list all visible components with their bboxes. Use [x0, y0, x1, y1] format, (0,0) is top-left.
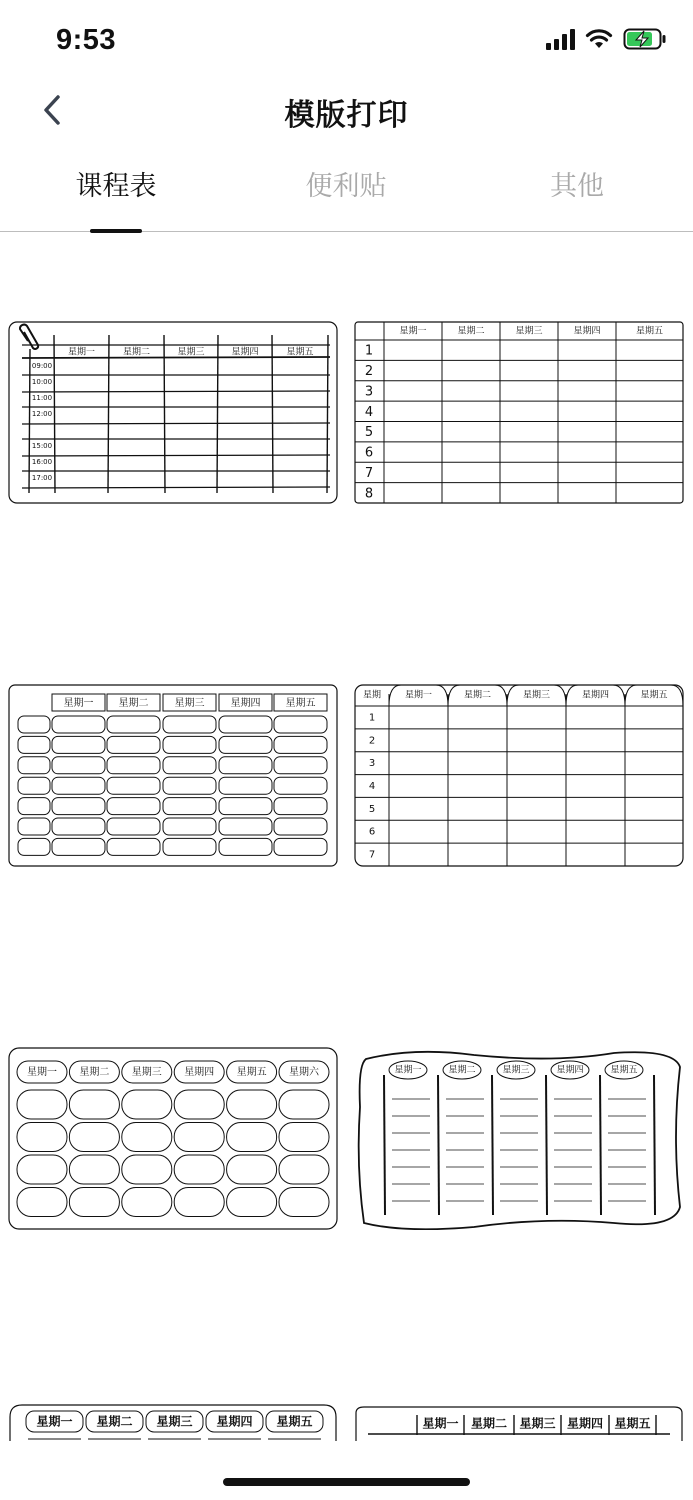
day-header: 星期二 — [79, 1067, 110, 1078]
day-header: 星期四 — [573, 326, 601, 337]
day-header: 星期一 — [67, 347, 96, 358]
template-card-5[interactable] — [8, 1047, 338, 1230]
cell — [122, 1188, 172, 1217]
template-card-2[interactable] — [354, 321, 684, 504]
day-header: 星期一 — [422, 1416, 459, 1431]
tab-other[interactable]: 其他 — [550, 171, 604, 201]
day-header: 星期二 — [448, 1065, 476, 1076]
cell — [219, 838, 272, 855]
cell — [279, 1123, 329, 1152]
cell — [17, 1188, 67, 1217]
column-divider — [654, 1075, 655, 1215]
grid-line-vertical — [108, 335, 109, 493]
cell — [163, 757, 216, 774]
cell — [274, 818, 327, 835]
row-number: 3 — [364, 384, 374, 400]
time-label: 17:00 — [31, 474, 53, 482]
cell — [122, 1155, 172, 1184]
status-icons — [546, 28, 667, 50]
column-divider — [384, 1075, 385, 1215]
day-header: 星期四 — [216, 1414, 253, 1429]
row-number: 8 — [364, 486, 374, 502]
tab-schedule[interactable]: 课程表 — [75, 171, 157, 201]
schedule-thumbnail-7 — [8, 1403, 338, 1441]
time-label: 16:00 — [31, 458, 53, 466]
cell — [274, 757, 327, 774]
cell — [107, 736, 160, 753]
template-card-7[interactable] — [8, 1403, 338, 1441]
grid-line-vertical — [217, 335, 218, 493]
row-label-cell — [18, 838, 50, 855]
cell — [279, 1188, 329, 1217]
cell — [174, 1090, 224, 1119]
time-label: 12:00 — [31, 410, 53, 418]
cell — [107, 798, 160, 815]
template-card-3[interactable] — [8, 684, 338, 867]
time-label: 15:00 — [31, 442, 53, 450]
day-header: 星期四 — [184, 1067, 215, 1078]
row-number: 4 — [364, 404, 374, 420]
tab-bar — [0, 158, 693, 232]
grid-line-vertical — [272, 335, 273, 493]
day-header: 星期一 — [394, 1065, 422, 1076]
row-number: 7 — [364, 465, 374, 481]
day-header: 星期一 — [36, 1414, 73, 1429]
time-label: 11:00 — [31, 394, 53, 402]
cell — [17, 1090, 67, 1119]
cell — [219, 757, 272, 774]
day-header: 星期六 — [289, 1067, 319, 1078]
cell — [69, 1123, 119, 1152]
corner-label: 星期 — [362, 690, 382, 701]
day-header: 星期四 — [231, 347, 259, 358]
cell — [227, 1123, 277, 1152]
cell — [17, 1123, 67, 1152]
cell — [163, 777, 216, 794]
day-header: 星期二 — [118, 698, 149, 709]
day-header: 星期二 — [96, 1414, 133, 1429]
cell — [274, 838, 327, 855]
grid-line-horizontal — [22, 423, 330, 424]
day-header: 星期五 — [635, 326, 664, 337]
cell — [227, 1090, 277, 1119]
time-label: 09:00 — [31, 362, 53, 370]
row-number: 7 — [368, 849, 376, 861]
day-header: 星期五 — [640, 690, 668, 701]
day-header: 星期一 — [27, 1067, 57, 1078]
day-header: 星期四 — [566, 1416, 604, 1431]
cell — [227, 1155, 277, 1184]
row-number: 5 — [368, 803, 376, 815]
cell — [219, 818, 272, 835]
cellular-signal-icon — [546, 28, 575, 50]
template-card-1[interactable] — [8, 321, 338, 504]
grid-line-vertical — [327, 335, 328, 493]
cell — [227, 1188, 277, 1217]
day-header: 星期四 — [581, 690, 610, 701]
cell — [219, 777, 272, 794]
cell — [69, 1090, 119, 1119]
cell — [69, 1155, 119, 1184]
row-label-cell — [18, 777, 50, 794]
cell — [17, 1155, 67, 1184]
schedule-thumbnail-8 — [354, 1403, 684, 1441]
day-header: 星期三 — [156, 1414, 193, 1429]
day-header: 星期三 — [519, 1416, 556, 1431]
day-header: 星期一 — [399, 326, 427, 337]
day-header: 星期二 — [463, 690, 492, 701]
cell — [163, 798, 216, 815]
row-label-cell — [18, 818, 50, 835]
card-border — [355, 322, 683, 503]
grid-line-horizontal — [22, 487, 330, 488]
day-header: 星期二 — [122, 347, 151, 358]
tab-sticky-notes[interactable]: 便利贴 — [305, 171, 387, 201]
schedule-thumbnail-3 — [8, 684, 338, 867]
cell — [52, 757, 105, 774]
cell — [219, 716, 272, 733]
card-border — [355, 685, 683, 866]
cell — [107, 716, 160, 733]
cell — [274, 777, 327, 794]
schedule-thumbnail-6 — [354, 1047, 684, 1230]
cell — [174, 1188, 224, 1217]
row-number: 6 — [364, 445, 374, 461]
day-header: 星期三 — [515, 326, 543, 337]
template-card-8[interactable] — [354, 1403, 684, 1441]
cell — [107, 757, 160, 774]
template-grid — [0, 233, 693, 1441]
cell — [107, 818, 160, 835]
day-header: 星期五 — [610, 1065, 638, 1076]
row-number: 2 — [368, 735, 376, 747]
row-number: 3 — [368, 758, 376, 770]
home-indicator — [223, 1478, 470, 1486]
row-number: 1 — [364, 343, 374, 359]
day-header: 星期二 — [470, 1416, 508, 1431]
day-header: 星期三 — [522, 690, 551, 701]
column-divider — [546, 1075, 547, 1215]
cell — [274, 798, 327, 815]
day-header: 星期一 — [404, 690, 433, 701]
cell — [279, 1090, 329, 1119]
day-header: 星期五 — [236, 1067, 267, 1078]
cell — [52, 838, 105, 855]
cell — [219, 798, 272, 815]
cell — [163, 838, 216, 855]
cell — [52, 798, 105, 815]
day-header: 星期三 — [174, 698, 205, 709]
status-time: 9:53 — [56, 24, 117, 56]
cell — [122, 1123, 172, 1152]
cell — [163, 736, 216, 753]
card-border — [9, 1048, 337, 1229]
template-card-4[interactable] — [354, 684, 684, 867]
grid-line-horizontal — [22, 455, 330, 456]
row-number: 5 — [364, 425, 374, 441]
cell — [107, 838, 160, 855]
cell — [52, 736, 105, 753]
day-header: 星期五 — [286, 347, 314, 358]
cell — [107, 777, 160, 794]
row-label-cell — [18, 736, 50, 753]
battery-charging-icon — [623, 28, 667, 50]
day-header: 星期五 — [276, 1414, 313, 1429]
day-header: 星期四 — [556, 1065, 584, 1076]
template-card-6[interactable] — [354, 1047, 684, 1230]
schedule-thumbnail-4 — [354, 684, 684, 867]
row-label-cell — [18, 716, 50, 733]
schedule-thumbnail-1 — [8, 321, 338, 504]
cell — [174, 1155, 224, 1184]
page-title: 模版打印 — [284, 99, 409, 132]
cell — [52, 777, 105, 794]
day-header: 星期三 — [177, 347, 205, 358]
status-bar — [0, 0, 693, 80]
cell — [52, 818, 105, 835]
grid-line-horizontal — [22, 391, 330, 392]
row-number: 1 — [368, 712, 376, 724]
column-divider — [492, 1075, 493, 1215]
cell — [274, 716, 327, 733]
schedule-thumbnail-2 — [354, 321, 684, 504]
day-header: 星期一 — [63, 698, 94, 709]
day-header: 星期三 — [502, 1065, 530, 1076]
day-header: 星期五 — [285, 698, 316, 709]
day-header: 星期三 — [131, 1067, 162, 1078]
cell — [274, 736, 327, 753]
cell — [122, 1090, 172, 1119]
row-number: 4 — [368, 781, 376, 792]
cell — [163, 818, 216, 835]
column-divider — [438, 1075, 439, 1215]
row-label-cell — [18, 798, 50, 815]
row-number: 2 — [364, 364, 374, 380]
grid-line-vertical — [164, 335, 165, 493]
cell — [279, 1155, 329, 1184]
cell — [163, 716, 216, 733]
wifi-icon — [585, 28, 613, 50]
day-header: 星期二 — [457, 326, 485, 337]
row-number: 6 — [368, 826, 376, 838]
time-label: 10:00 — [31, 378, 53, 386]
row-label-cell — [18, 757, 50, 774]
day-header: 星期四 — [230, 698, 261, 709]
cell — [69, 1188, 119, 1217]
cell — [219, 736, 272, 753]
column-divider — [600, 1075, 601, 1215]
schedule-thumbnail-5 — [8, 1047, 338, 1230]
navigation-bar — [0, 80, 693, 142]
cell — [52, 716, 105, 733]
day-header: 星期五 — [614, 1416, 651, 1431]
cell — [174, 1123, 224, 1152]
